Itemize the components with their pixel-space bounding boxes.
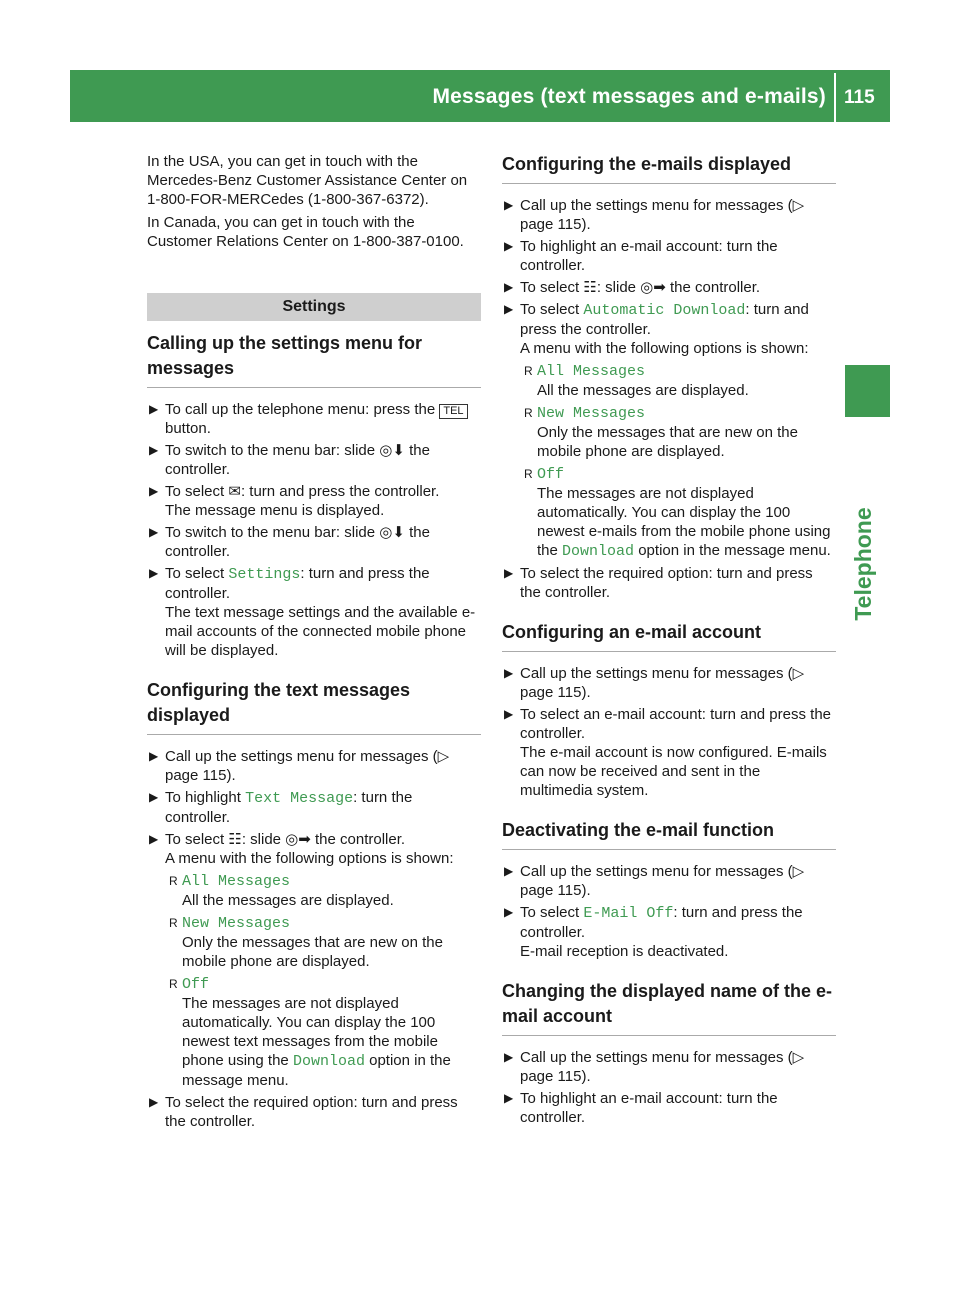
bullet-r-icon: R <box>524 364 533 378</box>
arrow-right-icon: ▶ <box>149 1095 159 1109</box>
step: ▶ To switch to the menu bar: slide ◎⬇ the controller. <box>149 524 430 560</box>
arrow-right-icon: ▶ <box>504 1091 514 1105</box>
step: ▶ To highlight Text Message: turn the controller. <box>149 789 413 826</box>
arrow-right-icon: ▶ <box>504 864 514 878</box>
bullet-r-icon: R <box>169 977 178 991</box>
intro-usa: In the USA, you can get in touch with the Mercedes-Benz Customer Assistance Center on 1-800-FOR-MERCedes (1-800-367-6372). <box>147 153 468 208</box>
menu-item-automatic-download: Automatic Download <box>583 302 746 319</box>
arrow-right-icon: ▶ <box>504 666 514 680</box>
bullet-r-icon: R <box>169 916 178 930</box>
left-column <box>147 152 481 1134</box>
step: ▶ To switch to the menu bar: slide ◎⬇ the controller. <box>149 442 430 478</box>
arrow-right-icon: ▶ <box>149 832 159 846</box>
header-divider <box>834 73 836 122</box>
page-number: 115 <box>844 87 875 108</box>
option-item: R Off <box>169 976 210 993</box>
envelope-icon: ✉ <box>228 482 241 500</box>
option-item: R All Messages <box>169 873 291 890</box>
menu-item-settings: Settings <box>228 566 301 583</box>
arrow-right-icon: ▶ <box>504 239 514 253</box>
step: ▶ To select the required option: turn and press the controller. <box>149 1094 458 1130</box>
bullet-r-icon: R <box>524 406 533 420</box>
arrow-right-icon: ▶ <box>149 402 159 416</box>
step: ▶ To select ☷: slide ◎➡ the controller. <box>504 278 761 296</box>
step: ▶ Call up the settings menu for messages (▷ page 115). <box>504 1049 805 1085</box>
menu-item-text-message: Text Message <box>245 790 354 807</box>
heading-change-name: Changing the displayed name of the e-mail account <box>502 979 836 1036</box>
chapter-side-label: Telephone <box>849 507 876 621</box>
step: ▶ To call up the telephone menu: press the TEL button. <box>147 400 481 438</box>
step: ▶ To highlight an e-mail account: turn the controller. <box>504 1090 778 1126</box>
option-desc: Only the messages that are new on the mobile phone are displayed. <box>182 934 443 970</box>
section-heading-settings: Settings <box>147 293 481 321</box>
phonebook-icon: ☷ <box>228 830 242 848</box>
option-item: R New Messages <box>169 915 291 932</box>
step: ▶ To select ☷: slide ◎➡ the controller. A menu with the following options is shown: <box>149 830 454 867</box>
arrow-right-icon: ▶ <box>504 302 514 316</box>
step: ▶ To select Settings: turn and press the controller. The text message settings and the available e-mail accounts of the connected mobile phone will be displayed. <box>149 565 476 659</box>
chapter-tab-marker <box>845 365 890 417</box>
option-desc: The messages are not displayed automatically. You can display the 100 newest e-mails from the mobile phone using the Download option in the message menu. <box>537 485 831 560</box>
heading-email-account: Configuring an e-mail account <box>502 620 836 652</box>
heading-deactivate-email: Deactivating the e-mail function <box>502 818 836 850</box>
arrow-right-icon: ▶ <box>149 790 159 804</box>
step: ▶ To select E-Mail Off: turn and press the controller. E-mail reception is deactivated. <box>504 904 803 960</box>
menu-item-email-off: E-Mail Off <box>583 905 674 922</box>
step: ▶ To select an e-mail account: turn and press the controller. The e-mail account is now configured. E-mails can now be received and sent in the multimedia system. <box>504 706 832 799</box>
intro-canada: In Canada, you can get in touch with the Customer Relations Center on 1-800-387-0100. <box>147 214 464 250</box>
arrow-right-icon: ▶ <box>504 198 514 212</box>
page-header-title: Messages (text messages and e-mails) <box>432 85 826 108</box>
step: ▶ Call up the settings menu for messages (▷ page 115). <box>149 748 450 784</box>
arrow-right-icon: ▶ <box>504 566 514 580</box>
tel-key-icon: TEL <box>439 404 467 419</box>
step: ▶ To select the required option: turn and press the controller. <box>504 565 813 601</box>
bullet-r-icon: R <box>524 467 533 481</box>
heading-emails-displayed: Configuring the e-mails displayed <box>502 152 836 184</box>
option-desc: The messages are not displayed automatically. You can display the 100 newest text messages from the mobile phone using the Download option in the message menu. <box>182 995 451 1089</box>
arrow-right-icon: ▶ <box>504 280 514 294</box>
arrow-right-icon: ▶ <box>149 484 159 498</box>
arrow-right-icon: ▶ <box>504 905 514 919</box>
arrow-right-icon: ▶ <box>149 443 159 457</box>
option-item: R All Messages <box>524 363 646 380</box>
step: ▶ Call up the settings menu for messages (▷ page 115). <box>504 665 805 701</box>
option-desc: All the messages are displayed. <box>182 892 394 909</box>
heading-text-messages: Configuring the text messages displayed <box>147 678 481 735</box>
step: ▶ To select Automatic Download: turn and press the controller. A menu with the following options is shown: <box>504 301 809 357</box>
phonebook-icon: ☷ <box>583 278 597 296</box>
step: ▶ To highlight an e-mail account: turn the controller. <box>504 238 778 274</box>
option-item: R Off <box>524 466 565 483</box>
right-column <box>502 152 836 1130</box>
step: ▶ To select ✉: turn and press the controller. The message menu is displayed. <box>149 482 440 519</box>
arrow-right-icon: ▶ <box>504 1050 514 1064</box>
option-item: R New Messages <box>524 405 646 422</box>
arrow-right-icon: ▶ <box>149 525 159 539</box>
bullet-r-icon: R <box>169 874 178 888</box>
arrow-right-icon: ▶ <box>149 749 159 763</box>
option-desc: Only the messages that are new on the mobile phone are displayed. <box>537 424 798 460</box>
arrow-right-icon: ▶ <box>504 707 514 721</box>
heading-calling-settings: Calling up the settings menu for messages <box>147 331 481 388</box>
option-desc: All the messages are displayed. <box>537 382 749 399</box>
step: ▶ Call up the settings menu for messages (▷ page 115). <box>504 197 805 233</box>
step: ▶ Call up the settings menu for messages (▷ page 115). <box>504 863 805 899</box>
arrow-right-icon: ▶ <box>149 566 159 580</box>
